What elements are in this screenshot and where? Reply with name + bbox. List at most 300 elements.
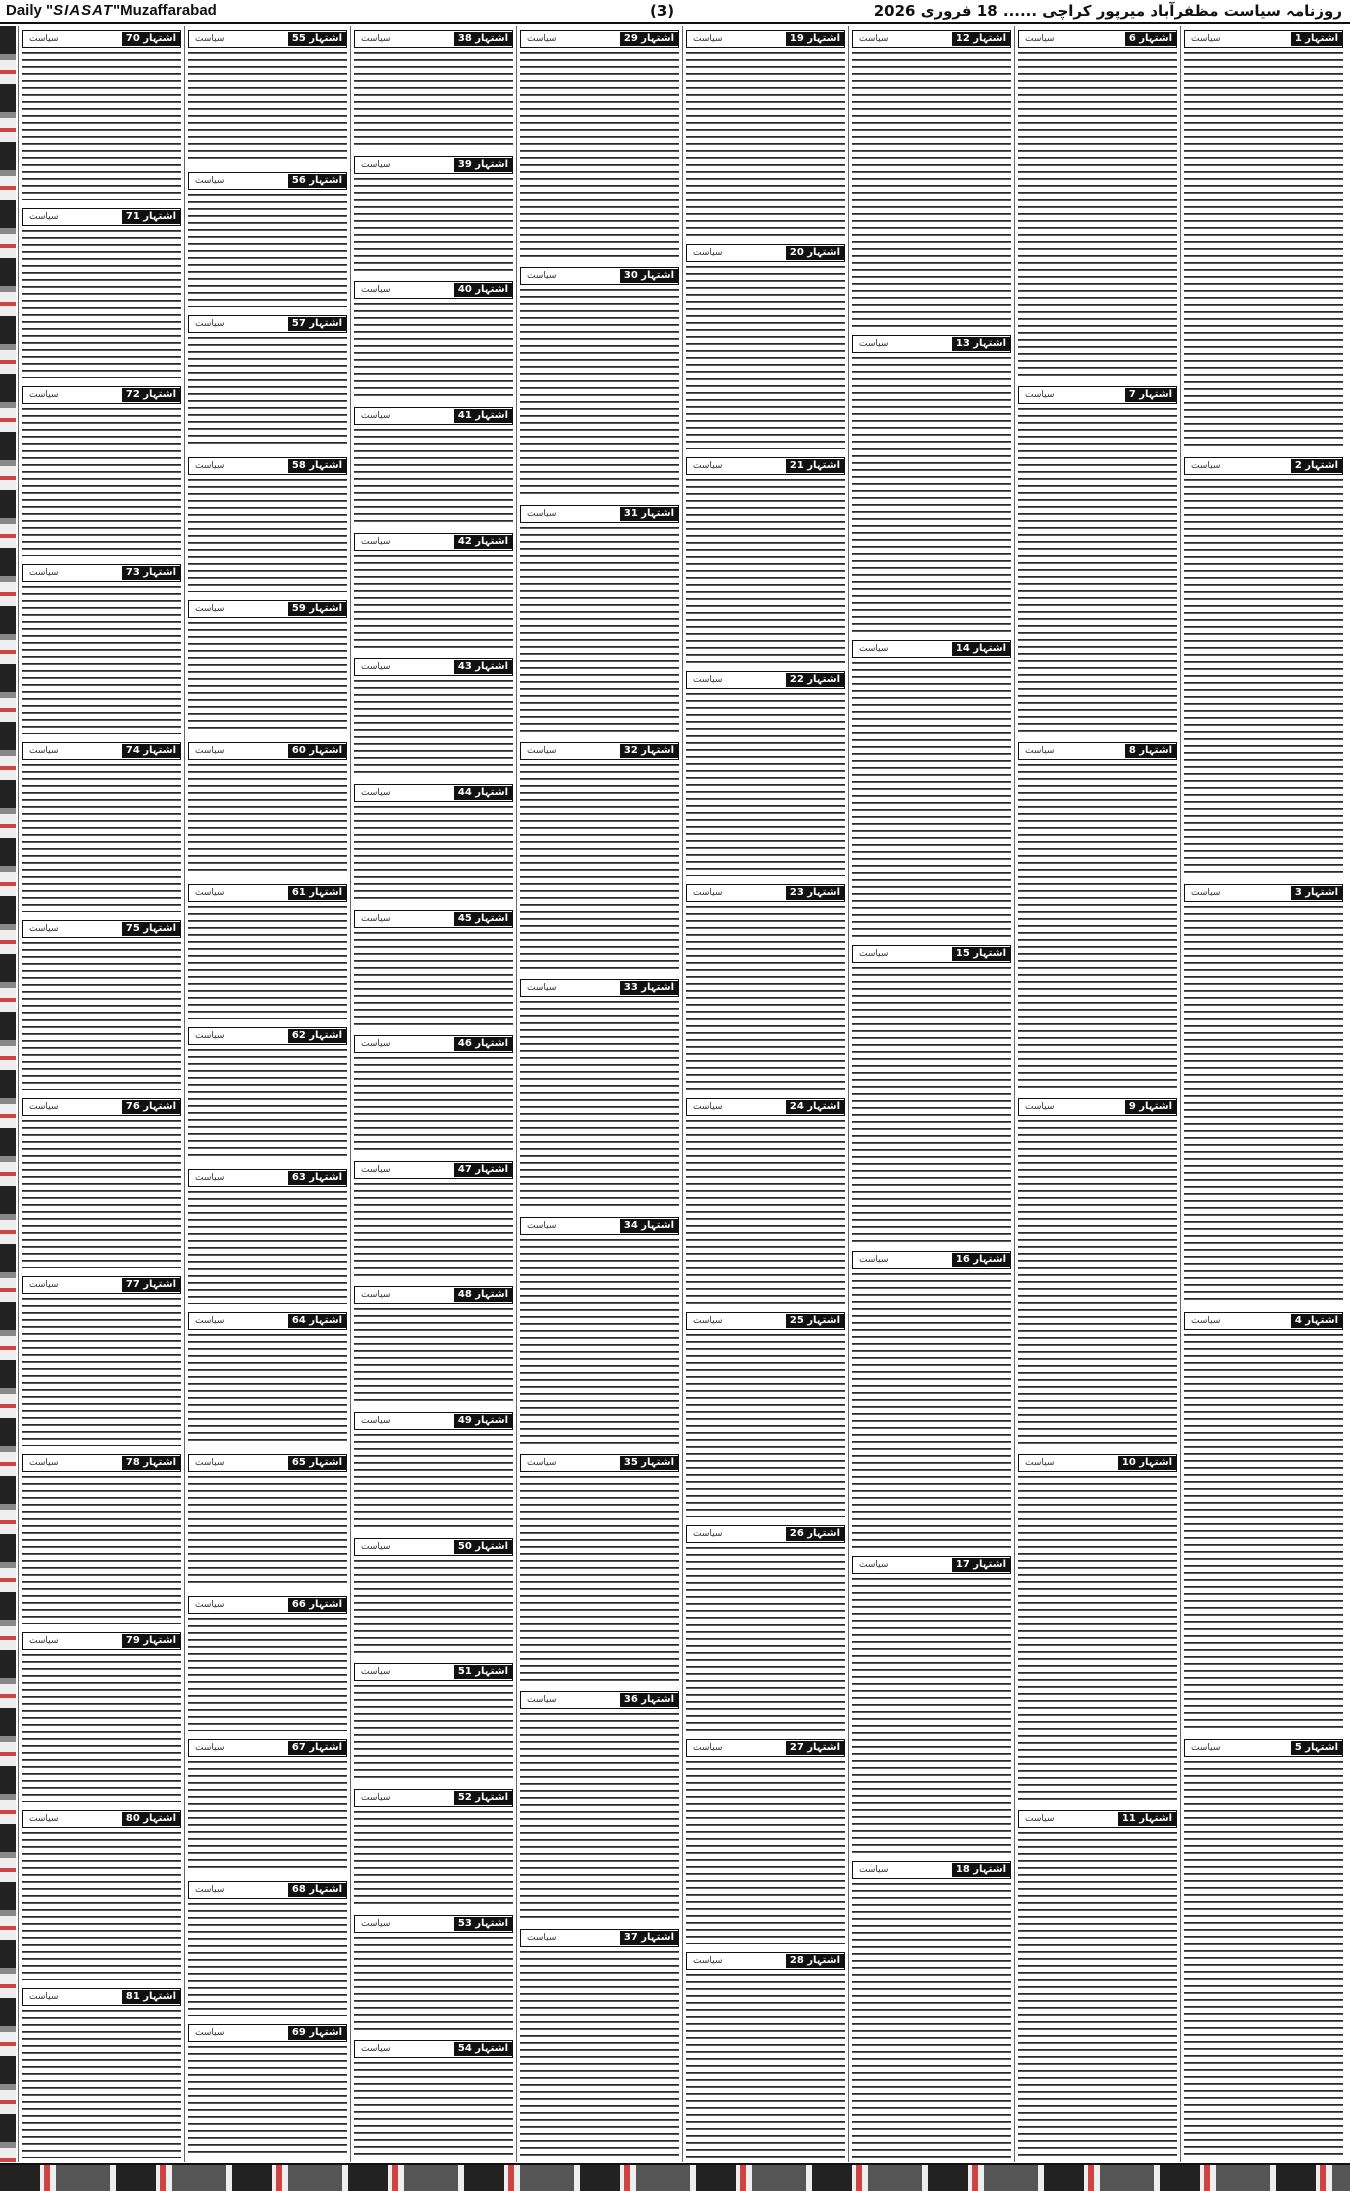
ad-number: اشتہار 1 — [1291, 32, 1342, 46]
ad-header — [354, 1663, 513, 1681]
ad-logo: سیاست — [1025, 1102, 1055, 1112]
ad-body-text — [1018, 1474, 1177, 1802]
ad-logo: سیاست — [29, 34, 59, 44]
ad-number: اشتہار 41 — [454, 409, 512, 423]
column — [848, 26, 1014, 2162]
ad-number: اشتہار 78 — [122, 1456, 180, 1470]
ad-header — [1184, 1739, 1343, 1757]
ad-logo: سیاست — [859, 1559, 889, 1570]
ad-body-text — [188, 1616, 347, 1730]
ad-header — [22, 1454, 181, 1472]
ad-header — [520, 1217, 679, 1235]
ad-header — [22, 920, 181, 938]
ad-logo: سیاست — [693, 1102, 723, 1112]
ad-header — [520, 30, 679, 48]
ad-logo: سیاست — [361, 787, 391, 798]
ad-header — [188, 742, 347, 760]
ad-logo: سیاست — [29, 212, 59, 222]
ad-header — [520, 1691, 679, 1709]
ad-number: اشتہار 49 — [454, 1414, 512, 1428]
ad-number: اشتہار 21 — [786, 459, 844, 473]
ad-number: اشتہار 16 — [952, 1253, 1010, 1267]
ad-number: اشتہار 10 — [1118, 1456, 1176, 1470]
ad-body-text — [188, 1189, 347, 1303]
ad-body-text — [188, 620, 347, 734]
ad-number: اشتہار 52 — [454, 1791, 512, 1805]
ad-header — [354, 1538, 513, 1556]
ad-body-text — [22, 1830, 181, 1980]
ad-body-text — [354, 2060, 513, 2158]
ad-body-text — [22, 50, 181, 200]
ad-logo: سیاست — [29, 1636, 59, 1646]
ad-body-text — [22, 1652, 181, 1802]
ad-body-text — [188, 1901, 347, 2015]
ad-logo: سیاست — [195, 2027, 225, 2038]
ad-header — [22, 1810, 181, 1828]
ad-logo: سیاست — [195, 603, 225, 614]
ad-header — [1184, 884, 1343, 902]
ad-body-text — [22, 406, 181, 556]
ad-header — [188, 315, 347, 333]
ad-number: اشتہار 38 — [454, 32, 512, 46]
ad-header — [354, 1161, 513, 1179]
ad-body-text — [852, 355, 1011, 632]
ad-body-text — [686, 477, 845, 663]
ad-body-text — [1184, 50, 1343, 449]
ad-body-text — [22, 940, 181, 1090]
ad-body-text — [354, 553, 513, 651]
ad-number: اشتہار 24 — [786, 1100, 844, 1114]
ad-body-text — [1184, 1759, 1343, 2158]
ad-header — [686, 457, 845, 475]
ad-number: اشتہار 51 — [454, 1665, 512, 1679]
ad-body-text — [852, 1576, 1011, 1853]
ad-header — [686, 30, 845, 48]
ad-body-text — [22, 584, 181, 734]
ad-body-text — [22, 1474, 181, 1624]
ad-number: اشتہار 2 — [1291, 459, 1342, 473]
ad-logo: سیاست — [361, 1416, 391, 1427]
ad-body-text — [22, 228, 181, 378]
ad-body-text — [1184, 904, 1343, 1303]
ad-body-text — [1018, 50, 1177, 378]
ad-header — [22, 386, 181, 404]
ad-logo: سیاست — [527, 1220, 557, 1231]
ad-body-text — [188, 762, 347, 876]
ad-number: اشتہار 69 — [288, 2026, 346, 2040]
ad-logo: سیاست — [361, 1164, 391, 1175]
ad-logo: سیاست — [527, 508, 557, 519]
ad-header — [852, 945, 1011, 963]
ad-logo: سیاست — [693, 1956, 723, 1967]
ad-header — [22, 208, 181, 226]
ad-logo: سیاست — [527, 1932, 557, 1943]
ad-number: اشتہار 5 — [1291, 1741, 1342, 1755]
ad-logo: سیاست — [361, 1667, 391, 1678]
ad-body-text — [188, 1474, 347, 1588]
ad-body-text — [686, 50, 845, 236]
ad-header — [22, 564, 181, 582]
ad-header — [188, 1169, 347, 1187]
ad-number: اشتہار 50 — [454, 1540, 512, 1554]
ad-header — [188, 1454, 347, 1472]
ad-number: اشتہار 26 — [786, 1527, 844, 1541]
ad-logo: سیاست — [361, 913, 391, 924]
ad-logo: سیاست — [1191, 1742, 1221, 1753]
ad-body-text — [354, 427, 513, 525]
ad-logo: سیاست — [29, 1992, 59, 2002]
ad-body-text — [354, 50, 513, 148]
ad-body-text — [188, 335, 347, 449]
ad-number: اشتہار 35 — [620, 1456, 678, 1470]
column — [350, 26, 516, 2162]
ad-number: اشتہار 68 — [288, 1883, 346, 1897]
ad-header — [1184, 457, 1343, 475]
ad-body-text — [188, 192, 347, 306]
ad-header — [354, 30, 513, 48]
ad-logo: سیاست — [361, 159, 391, 170]
ad-logo: سیاست — [859, 644, 889, 655]
ad-header — [852, 1861, 1011, 1879]
ad-number: اشتہار 30 — [620, 269, 678, 283]
ad-header — [520, 1929, 679, 1947]
ad-number: اشتہار 61 — [288, 886, 346, 900]
ad-header — [686, 1952, 845, 1970]
ad-body-text — [354, 1935, 513, 2033]
ad-logo: سیاست — [361, 34, 391, 44]
ad-number: اشتہار 20 — [786, 246, 844, 260]
ad-header — [1018, 386, 1177, 404]
ad-logo: سیاست — [527, 983, 557, 994]
ad-body-text — [686, 1118, 845, 1304]
ad-body-text — [1184, 1332, 1343, 1731]
ad-header — [354, 1789, 513, 1807]
ad-logo: سیاست — [195, 461, 225, 472]
ad-logo: سیاست — [361, 662, 391, 673]
ad-body-text — [354, 678, 513, 776]
ad-number: اشتہار 36 — [620, 1693, 678, 1707]
ad-logo: سیاست — [195, 318, 225, 329]
ad-logo: سیاست — [361, 1290, 391, 1301]
ad-header — [188, 1739, 347, 1757]
ad-logo: سیاست — [195, 1458, 225, 1468]
ad-body-text — [22, 1118, 181, 1268]
ad-number: اشتہار 9 — [1125, 1100, 1176, 1114]
ad-body-text — [852, 1271, 1011, 1548]
ad-header — [354, 784, 513, 802]
ad-body-text — [1018, 1830, 1177, 2158]
ad-body-text — [1018, 762, 1177, 1090]
ad-number: اشتہار 3 — [1291, 886, 1342, 900]
masthead-suffix: "Muzaffarabad — [113, 2, 217, 19]
ad-body-text — [354, 301, 513, 399]
ad-logo: سیاست — [527, 746, 557, 756]
ad-body-text — [520, 1949, 679, 2158]
ad-header — [188, 1027, 347, 1045]
ad-body-text — [22, 2008, 181, 2158]
ad-number: اشتہار 4 — [1291, 1314, 1342, 1328]
ad-number: اشتہار 64 — [288, 1314, 346, 1328]
ad-body-text — [1184, 477, 1343, 876]
ad-header — [686, 1312, 845, 1330]
ad-header — [22, 1098, 181, 1116]
ad-number: اشتہار 34 — [620, 1219, 678, 1233]
ad-logo: سیاست — [29, 1280, 59, 1290]
ad-body-text — [520, 999, 679, 1208]
ad-logo: سیاست — [29, 1458, 59, 1468]
ad-number: اشتہار 80 — [122, 1812, 180, 1826]
ad-number: اشتہار 42 — [454, 535, 512, 549]
ad-logo: سیاست — [195, 1173, 225, 1184]
classified-columns — [18, 26, 1346, 2162]
ad-logo: سیاست — [527, 1695, 557, 1706]
ad-logo: سیاست — [527, 34, 557, 44]
ad-header — [852, 335, 1011, 353]
ad-header — [188, 1881, 347, 1899]
ad-number: اشتہار 33 — [620, 981, 678, 995]
column — [184, 26, 350, 2162]
ad-number: اشتہار 27 — [786, 1741, 844, 1755]
ad-number: اشتہار 77 — [122, 1278, 180, 1292]
ad-number: اشتہار 28 — [786, 1954, 844, 1968]
ad-header — [686, 1098, 845, 1116]
masthead — [0, 0, 1350, 24]
ad-header — [1184, 30, 1343, 48]
ad-logo: سیاست — [859, 1864, 889, 1875]
ad-number: اشتہار 11 — [1118, 1812, 1176, 1826]
ad-header — [22, 1988, 181, 2006]
ad-body-text — [1018, 1118, 1177, 1446]
side-ad-strip — [0, 26, 16, 2162]
ad-body-text — [188, 50, 347, 164]
ad-logo: سیاست — [29, 1102, 59, 1112]
ad-header — [188, 1312, 347, 1330]
ad-body-text — [686, 1545, 845, 1731]
ad-header — [354, 533, 513, 551]
ad-body-text — [354, 1683, 513, 1781]
ad-logo: سیاست — [1191, 34, 1221, 44]
ad-body-text — [188, 477, 347, 591]
ad-header — [1018, 30, 1177, 48]
ad-number: اشتہار 7 — [1125, 388, 1176, 402]
ad-number: اشتہار 17 — [952, 1558, 1010, 1572]
ad-header — [188, 457, 347, 475]
masthead-title: روزنامہ سیاست مظفرآباد میرپور کراچی ...... 18 فروری 2026 — [873, 2, 1342, 20]
ad-body-text — [520, 525, 679, 734]
ad-header — [354, 1412, 513, 1430]
ad-logo: سیاست — [195, 1885, 225, 1896]
ad-number: اشتہار 65 — [288, 1456, 346, 1470]
ad-logo: سیاست — [859, 949, 889, 960]
ad-body-text — [520, 762, 679, 971]
ad-header — [1018, 1454, 1177, 1472]
ad-header — [354, 1286, 513, 1304]
ad-body-text — [1018, 406, 1177, 734]
masthead-left — [6, 2, 217, 19]
ad-header — [354, 1915, 513, 1933]
ad-body-text — [188, 1047, 347, 1161]
ad-logo: سیاست — [859, 339, 889, 350]
ad-body-text — [520, 1237, 679, 1446]
ad-number: اشتہار 46 — [454, 1037, 512, 1051]
ad-logo: سیاست — [693, 1529, 723, 1540]
ad-header — [354, 407, 513, 425]
ad-number: اشتہار 18 — [952, 1863, 1010, 1877]
ad-number: اشتہار 67 — [288, 1741, 346, 1755]
ad-logo: سیاست — [1025, 1814, 1055, 1824]
ad-header — [686, 1739, 845, 1757]
ad-body-text — [852, 1881, 1011, 2158]
page-number: (3) — [650, 2, 675, 20]
ad-number: اشتہار 66 — [288, 1598, 346, 1612]
ad-header — [852, 1556, 1011, 1574]
ad-number: اشتہار 58 — [288, 459, 346, 473]
ad-logo: سیاست — [1191, 1315, 1221, 1326]
ad-number: اشتہار 56 — [288, 174, 346, 188]
ad-body-text — [520, 1711, 679, 1920]
ad-body-text — [22, 762, 181, 912]
ad-number: اشتہار 81 — [122, 1990, 180, 2004]
ad-body-text — [354, 1181, 513, 1279]
ad-number: اشتہار 55 — [288, 32, 346, 46]
ad-body-text — [520, 50, 679, 259]
ad-number: اشتہار 73 — [122, 566, 180, 580]
ad-body-text — [354, 804, 513, 902]
ad-number: اشتہار 13 — [952, 337, 1010, 351]
ad-logo: سیاست — [29, 568, 59, 578]
ad-number: اشتہار 62 — [288, 1029, 346, 1043]
ad-body-text — [354, 1306, 513, 1404]
ad-number: اشتہار 22 — [786, 673, 844, 687]
ad-number: اشتہار 74 — [122, 744, 180, 758]
column — [682, 26, 848, 2162]
ad-logo: سیاست — [693, 1742, 723, 1753]
ad-body-text — [852, 660, 1011, 937]
ad-body-text — [354, 1432, 513, 1530]
ad-body-text — [188, 1332, 347, 1446]
ad-header — [354, 910, 513, 928]
ad-logo: سیاست — [1025, 34, 1055, 44]
ad-logo: سیاست — [1025, 390, 1055, 400]
ad-logo: سیاست — [1191, 461, 1221, 472]
ad-logo: سیاست — [859, 1254, 889, 1265]
ad-body-text — [354, 176, 513, 274]
footer-ad-strip — [0, 2163, 1350, 2191]
masthead-brand: SIASAT — [53, 2, 114, 19]
ad-body-text — [188, 1759, 347, 1873]
ad-header — [1018, 742, 1177, 760]
ad-header — [354, 658, 513, 676]
ad-number: اشتہار 8 — [1125, 744, 1176, 758]
ad-header — [22, 1276, 181, 1294]
ad-logo: سیاست — [195, 34, 225, 44]
ad-number: اشتہار 45 — [454, 912, 512, 926]
ad-header — [22, 742, 181, 760]
ad-logo: سیاست — [1191, 888, 1221, 899]
ad-header — [852, 30, 1011, 48]
ad-body-text — [354, 1558, 513, 1656]
ad-header — [686, 671, 845, 689]
ad-logo: سیاست — [1025, 746, 1055, 756]
ad-number: اشتہار 53 — [454, 1917, 512, 1931]
ad-number: اشتہار 15 — [952, 947, 1010, 961]
ad-number: اشتہار 54 — [454, 2042, 512, 2056]
ad-header — [686, 244, 845, 262]
ad-number: اشتہار 23 — [786, 886, 844, 900]
ad-logo: سیاست — [361, 1541, 391, 1552]
column — [18, 26, 184, 2162]
column — [1014, 26, 1180, 2162]
ad-logo: سیاست — [195, 1030, 225, 1041]
ad-header — [188, 172, 347, 190]
ad-number: اشتہار 75 — [122, 922, 180, 936]
ad-logo: سیاست — [1025, 1458, 1055, 1468]
ad-logo: سیاست — [361, 1793, 391, 1804]
ad-logo: سیاست — [195, 1742, 225, 1753]
ad-header — [520, 979, 679, 997]
masthead-prefix: Daily " — [6, 2, 54, 19]
ad-logo: سیاست — [361, 410, 391, 421]
ad-body-text — [686, 1972, 845, 2158]
ad-body-text — [686, 691, 845, 877]
ad-logo: سیاست — [361, 2044, 391, 2055]
ad-number: اشتہار 6 — [1125, 32, 1176, 46]
ad-logo: سیاست — [859, 34, 889, 44]
ad-logo: سیاست — [693, 888, 723, 899]
ad-logo: سیاست — [195, 1315, 225, 1326]
ad-body-text — [520, 1474, 679, 1683]
ad-header — [520, 267, 679, 285]
ad-logo: سیاست — [195, 176, 225, 187]
ad-body-text — [354, 1055, 513, 1153]
ad-body-text — [188, 904, 347, 1018]
ad-header — [188, 600, 347, 618]
ad-logo: سیاست — [693, 34, 723, 44]
ad-body-text — [852, 965, 1011, 1242]
ad-logo: سیاست — [693, 1315, 723, 1326]
ad-number: اشتہار 71 — [122, 210, 180, 224]
column — [1180, 26, 1346, 2162]
ad-logo: سیاست — [29, 1814, 59, 1824]
ad-header — [188, 30, 347, 48]
ad-body-text — [520, 287, 679, 496]
ad-number: اشتہار 57 — [288, 317, 346, 331]
ad-logo: سیاست — [527, 271, 557, 282]
ad-body-text — [686, 904, 845, 1090]
ad-number: اشتہار 63 — [288, 1171, 346, 1185]
ad-logo: سیاست — [29, 746, 59, 756]
ad-number: اشتہار 79 — [122, 1634, 180, 1648]
ad-body-text — [354, 930, 513, 1028]
ad-logo: سیاست — [195, 746, 225, 756]
ad-logo: سیاست — [693, 674, 723, 685]
ad-header — [188, 884, 347, 902]
ad-number: اشتہار 43 — [454, 660, 512, 674]
ad-number: اشتہار 32 — [620, 744, 678, 758]
ad-header — [354, 2040, 513, 2058]
ad-logo: سیاست — [527, 1458, 557, 1468]
ad-number: اشتہار 31 — [620, 507, 678, 521]
ad-number: اشتہار 37 — [620, 1931, 678, 1945]
ad-number: اشتہار 19 — [786, 32, 844, 46]
ad-number: اشتہار 25 — [786, 1314, 844, 1328]
ad-header — [1018, 1810, 1177, 1828]
ad-number: اشتہار 60 — [288, 744, 346, 758]
ad-header — [520, 742, 679, 760]
ad-header — [22, 1632, 181, 1650]
ad-header — [686, 884, 845, 902]
ad-logo: سیاست — [361, 1039, 391, 1050]
